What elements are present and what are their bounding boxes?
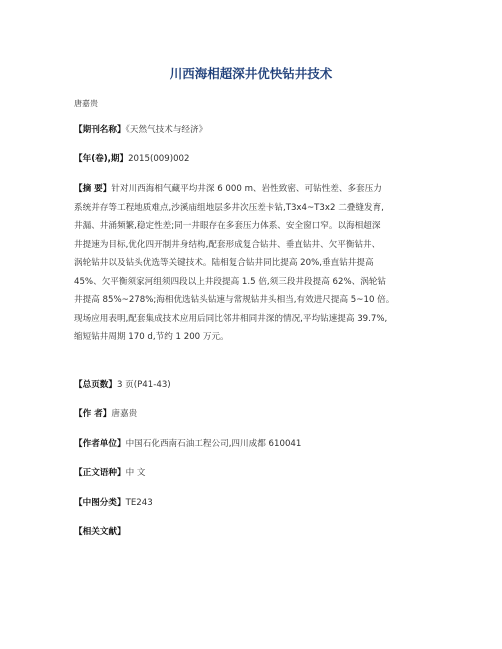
- language-label: 【正文语种】: [74, 468, 126, 478]
- document-title: 川西海相超深井优快钻井技术: [169, 66, 333, 81]
- related-field: [74, 523, 440, 542]
- abstract-line: 井提高 85%~278%;海相优选钻头钻速与常规钻井头相当,有效进尺提高 5~10 倍。: [74, 295, 395, 305]
- classification-value: TE243: [125, 498, 153, 508]
- language-value: 中 文: [125, 468, 146, 478]
- author-value: 唐嘉贵: [111, 409, 138, 419]
- abstract-field: [74, 180, 440, 347]
- abstract-line: 涡轮钻井以及钻头优选等关键技术。陆相复合钻井同比提高 20%,垂直钻井提高: [74, 258, 374, 268]
- affiliation-label: 【作者单位】: [74, 439, 126, 449]
- related-label: 【相关文献】: [74, 527, 126, 537]
- year-issue-value: 2015(009)002: [128, 154, 190, 164]
- classification-field: [74, 494, 440, 513]
- pages-label: 【总页数】: [74, 380, 117, 390]
- pages-value: 3 页(P41-43): [116, 380, 171, 390]
- year-issue-label: 【年(卷),期】: [74, 154, 129, 164]
- journal-label: 【期刊名称】: [74, 125, 126, 135]
- abstract-line: 现场应用表明,配套集成技术应用后同比邻井相同井深的情况,平均钻速提高 39.7%,: [74, 313, 388, 324]
- abstract-first-line: [74, 180, 440, 199]
- journal-field: [74, 121, 440, 140]
- affiliation-value: 中国石化西南石油工程公司,四川成都 610041: [125, 439, 302, 449]
- abstract-line: 系统并存等工程地质难点,沙溪庙组地层多井次压差卡钻,T3x4~T3x2 二叠缝发育,: [74, 202, 384, 213]
- abstract-line: 井提速为目标,优化四开制井身结构,配套形成复合钻井、垂直钻井、欠平衡钻井、: [74, 239, 381, 250]
- language-field: [74, 464, 440, 483]
- author-label: 【作 者】: [74, 409, 112, 419]
- journal-value: 《天然气技术与经济》: [125, 125, 208, 135]
- abstract-label: 【摘 要】: [74, 184, 112, 194]
- year-issue-field: [74, 150, 440, 169]
- affiliation-field: [74, 435, 440, 454]
- classification-label: 【中图分类】: [74, 498, 126, 508]
- abstract-line: 井漏、井涌频繁,稳定性差;同一井眼存在多套压力体系、安全窗口窄。以海相超深: [74, 221, 381, 231]
- pages-field: [74, 376, 440, 395]
- abstract-line: 针对川西海相气藏平均井深 6 000 m、岩性致密、可钻性差、多套压力: [111, 184, 382, 194]
- author-line: 唐嘉贵: [74, 99, 98, 108]
- abstract-line: 缩短钻井周期 170 d,节约 1 200 万元。: [74, 332, 229, 342]
- abstract-line: 45%、欠平衡须家河组须四段以上井段提高 1.5 倍,须三段井段提高 62%、涡轮钻: [74, 276, 387, 287]
- author-field: [74, 405, 440, 424]
